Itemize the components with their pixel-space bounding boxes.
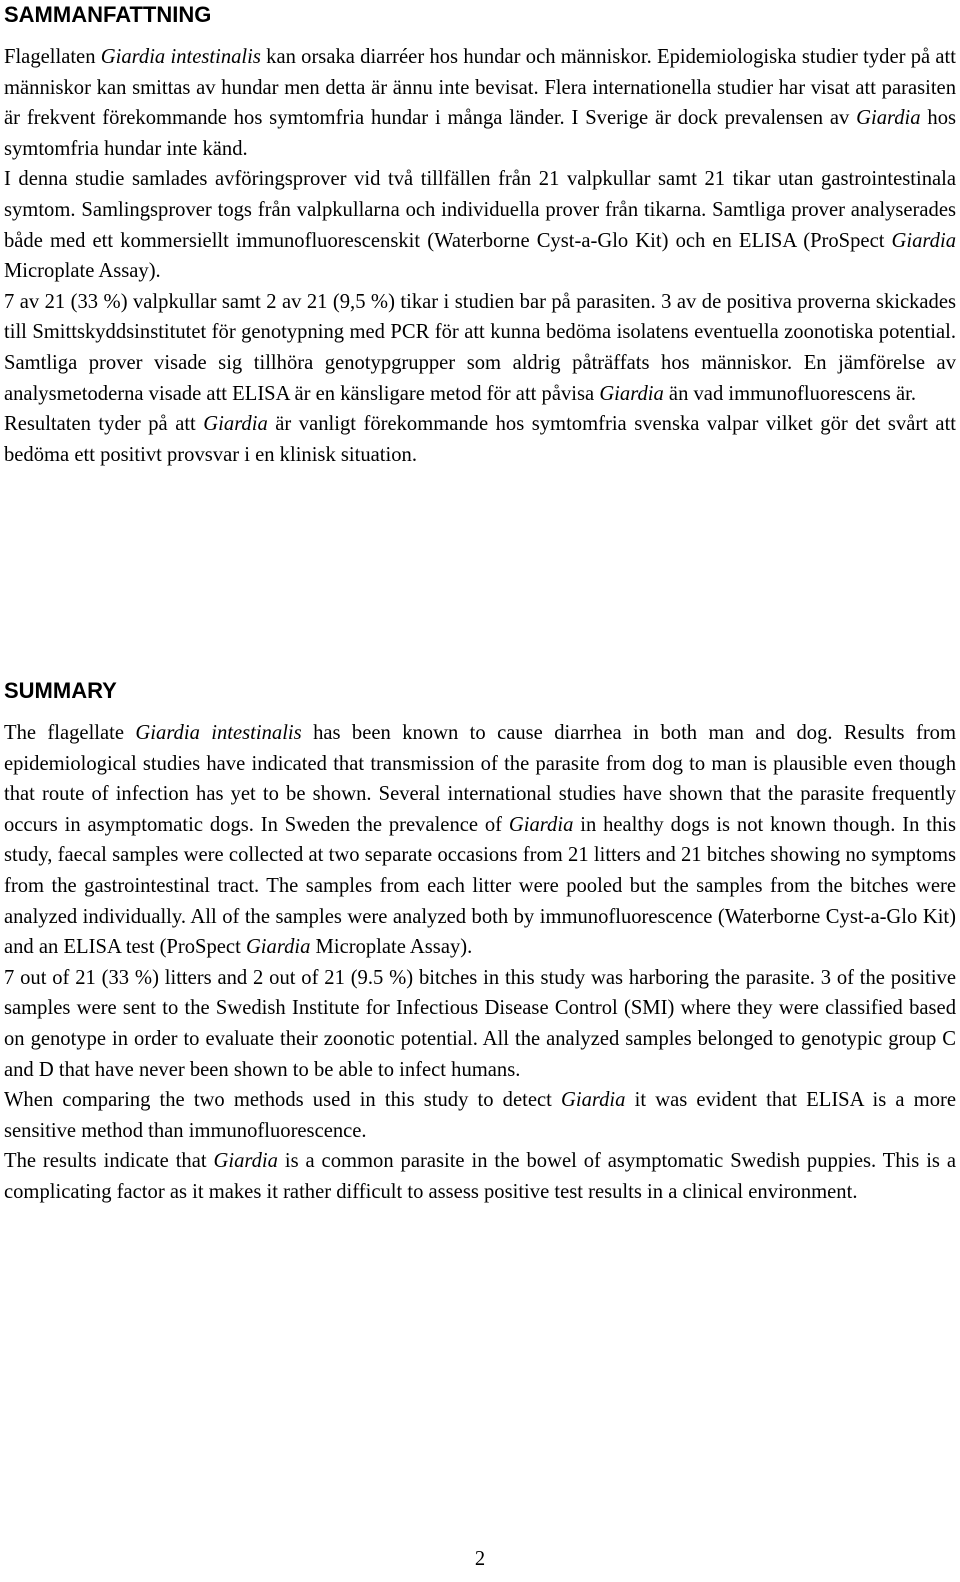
page-number: 2 <box>474 1548 486 1570</box>
swedish-paragraph-3 <box>4 287 956 409</box>
text-run: has been known to cause diarrhea in both man and dog. Results from epidemiological studies have indicated that transmission of the parasite from dog to man is plausible even though that route of infection has yet to be shown. Several international studies have shown that the parasite frequently occurs in asymptomatic dogs. In Sweden the prevalence of <box>4 722 956 836</box>
genus-name: Giardia <box>245 936 311 959</box>
text-run: är vanligt förekommande hos symtomfria svenska valpar vilket gör det svårt att bedöma ett positivt provsvar i en klinisk situation. <box>4 413 957 466</box>
swedish-paragraph-1 <box>4 42 956 164</box>
genus-name: Giardia <box>213 1150 278 1173</box>
text-run: 7 av 21 (33 %) valpkullar samt 2 av 21 (9,5 %) tikar i studien bar på parasiten. 3 av de positiva proverna skickades till Smittskyddsinstitutet för genotypning med PCR för att kunna bedöma isolatens eventuella zoonotiska potential. Samtliga prover visade sig tillhöra genotypgrupper som aldrig påträffats hos människor. En jämförelse av analysmetoderna visade att ELISA är en känsligare metod för att påvisa <box>4 290 956 405</box>
text-run: When comparing the two methods used in this study to detect <box>4 1089 561 1112</box>
english-paragraph-3 <box>4 1085 956 1146</box>
text-run: än vad immunofluorescens är. <box>663 382 916 405</box>
genus-name: Giardia <box>203 413 268 436</box>
text-run: 7 out of 21 (33 %) litters and 2 out of 21 (9.5 %) bitches in this study was harboring the parasite. 3 of the positive samples were sent to the Swedish Institute for Infectious Disease Control (SMI) where they were classified based on genotype in order to evaluate their zoonotic potential. All the analyzed samples belonged to genotypic group C and D that have never been shown to be able to infect humans. <box>4 966 956 1081</box>
species-name: Giardia intestinalis <box>100 46 261 68</box>
text-run: Microplate Assay). <box>4 260 161 283</box>
genus-name: Giardia <box>856 107 921 130</box>
swedish-paragraph-2 <box>4 164 956 286</box>
swedish-paragraph-4 <box>4 409 956 470</box>
genus-name: Giardia <box>599 382 664 405</box>
text-run: Flagellaten <box>4 46 101 68</box>
english-paragraph-4 <box>4 1146 956 1207</box>
swedish-summary-heading: SAMMANFATTNING <box>4 2 212 27</box>
genus-name: Giardia <box>561 1089 626 1112</box>
text-run: hos symtomfria hundar inte känd. <box>4 107 956 160</box>
genus-name: Giardia <box>508 813 574 836</box>
species-name: Giardia intestinalis <box>135 722 302 744</box>
text-run: is a common parasite in the bowel of asymptomatic Swedish puppies. This is a complicating factor as it makes it rather difficult to assess positive test results in a clinical environment. <box>4 1150 956 1203</box>
english-summary-body <box>4 718 956 1208</box>
english-paragraph-2 <box>4 963 956 1085</box>
english-paragraph-1 <box>4 718 956 963</box>
text-run: I denna studie samlades avföringsprover vid två tillfällen från 21 valpkullar samt 21 tikar utan gastrointestinala symtom. Samlingsprover togs från valpkullarna och individuella prover från tikarna. Samtliga prover analyserades både med ett kommersiellt immunofluorescenskit (Waterborne Cyst-a-Glo Kit) och en ELISA (ProSpect <box>4 168 956 252</box>
english-summary-heading: SUMMARY <box>4 678 117 703</box>
text-run: Resultaten tyder på att <box>4 413 204 436</box>
text-run: it was evident that ELISA is a more sensitive method than immunofluorescence. <box>4 1089 956 1142</box>
swedish-summary-body <box>4 42 956 470</box>
text-run: The flagellate <box>4 722 136 744</box>
text-run: Microplate Assay). <box>310 936 473 959</box>
genus-name: Giardia <box>891 229 956 252</box>
text-run: The results indicate that <box>4 1150 214 1173</box>
text-run: in healthy dogs is not known though. In this study, faecal samples were collected at two separate occasions from 21 litters and 21 bitches showing no symptoms from the gastrointestinal tract. The samples from each litter were pooled but the samples from the bitches were analyzed individually. All of the samples were analyzed both by immunofluorescence (Waterborne Cyst-a-Glo Kit) and an ELISA test (ProSpect <box>4 813 956 959</box>
text-run: kan orsaka diarréer hos hundar och människor. Epidemiologiska studier tyder på att människor kan smittas av hundar men detta är ännu inte bevisat. Flera internationella studier har visat att parasiten är frekvent förekommande hos symtomfria hundar i många länder. I Sverige är dock prevalensen av <box>4 46 956 130</box>
